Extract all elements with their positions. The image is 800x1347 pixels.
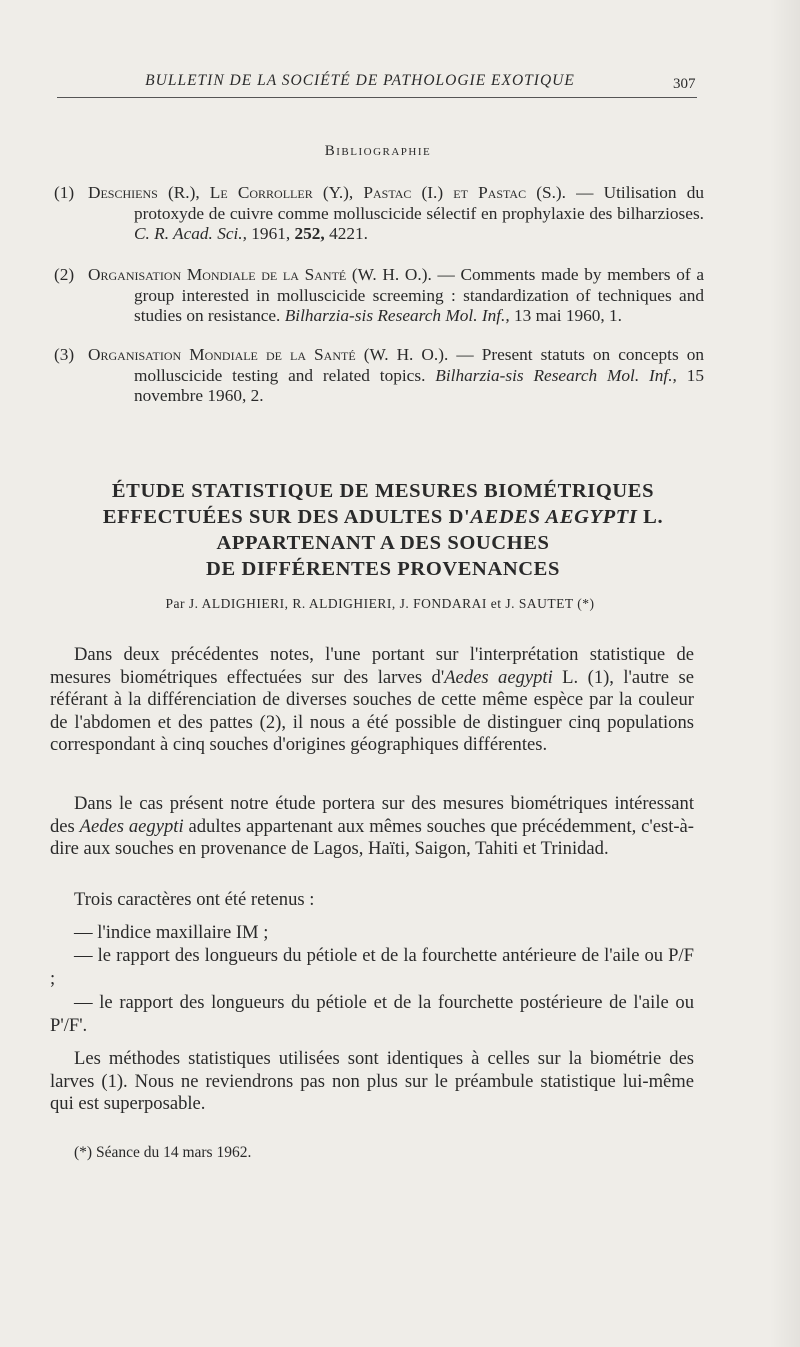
byline-authors: J. ALDIGHIERI, R. ALDIGHIERI, J. FONDARAI et J. SAUTET <box>188 596 574 611</box>
bibliography-heading: Bibliographie <box>324 143 432 159</box>
paragraph-1: Dans deux précédentes notes, l'une portant sur l'interprétation statistique de mesures biométriques effectuées sur des larves d'Aedes aegypti L. (1), l'autre se référant à la différenciation de diverses souches de cette même espèce par la couleur de l'abdomen et des pattes (2), il nous a été possible de distinguer cinq populations correspondant à cinq souches d'origines géographiques différentes. <box>50 644 694 756</box>
ref-number: (1) <box>54 183 75 202</box>
criterion-3: — le rapport des longueurs du pétiole et de la fourchette postérieure de l'aile ou P'/F'. <box>50 992 694 1036</box>
footnote: (*) Séance du 14 mars 1962. <box>74 1144 252 1161</box>
header-rule <box>57 97 697 98</box>
ref-text: Organisation Mondiale de la Santé (W. H. O.). — Present statuts on concepts on molluscicide testing and related topics. Bilharzia-sis Research Mol. Inf., 15 novembre 1960, 2. <box>88 345 705 405</box>
ref-journal: Bilharzia-sis Research Mol. Inf., <box>284 306 510 325</box>
ref-number: (3) <box>54 345 75 364</box>
page-number: 307 <box>673 76 696 92</box>
ref-details: 15 novembre 1960, 2. <box>134 365 705 405</box>
ref-details: 13 mai 1960, 1. <box>514 306 622 325</box>
ref-title: Comments made by members of a group interested in molluscicide screeming : standardization of techniques and studies on resistance. <box>134 265 705 325</box>
ref-journal: Bilharzia-sis Research Mol. Inf., <box>435 365 677 385</box>
ref-authors: Organisation Mondiale de la Santé (W. H. O.). <box>88 345 449 364</box>
ref-text: Deschiens (R.), Le Corroller (Y.), Pastac (I.) et Pastac (S.). — Utilisation du protoxyde de cuivre comme molluscicide sélectif en prophylaxie des bilharzioses. C. R. Acad. Sci., 1961, 252, 4221. <box>88 183 705 243</box>
title-line-3: APPARTENANT A DES SOUCHES <box>216 532 550 554</box>
bibliography-ref-1 <box>54 183 704 245</box>
ref-volume: 252, <box>294 224 325 243</box>
title-line-1: ÉTUDE STATISTIQUE DE MESURES BIOMÉTRIQUES <box>111 480 655 502</box>
criteria-intro: Trois caractères ont été retenus : <box>74 889 315 910</box>
bibliography-ref-2 <box>54 265 704 327</box>
ref-title: Present statuts on concepts on molluscicide testing and related topics. <box>134 345 705 385</box>
running-header: BULLETIN DE LA SOCIÉTÉ DE PATHOLOGIE EXOTIQUE <box>145 72 575 89</box>
page-edge-shadow <box>770 0 800 1347</box>
criterion-2: — le rapport des longueurs du pétiole et de la fourchette antérieure de l'aile ou P/F ; <box>50 945 694 989</box>
ref-journal: C. R. Acad. Sci., <box>134 224 247 243</box>
ref-number: (2) <box>54 265 75 284</box>
paragraph-3: Les méthodes statistiques utilisées sont identiques à celles sur la biométrie des larves (1). Nous ne reviendrons pas non plus sur le préambule statistique lui-même qui est superposable. <box>50 1048 694 1115</box>
article-title <box>48 478 718 582</box>
footnote-marker: (*) <box>577 596 595 611</box>
ref-year: 1961, <box>251 224 291 243</box>
byline <box>0 596 760 612</box>
ref-title: Utilisation du protoxyde de cuivre comme molluscicide sélectif en prophylaxie des bilharzioses. <box>134 183 705 223</box>
title-line-4: DE DIFFÉRENTES PROVENANCES <box>206 558 560 580</box>
bibliography-ref-3 <box>54 345 704 407</box>
title-line-2: EFFECTUÉES SUR DES ADULTES D'AEDES AEGYPTI L. <box>102 506 664 528</box>
paragraph-2: Dans le cas présent notre étude portera sur des mesures biométriques intéressant des Aedes aegypti adultes appartenant aux mêmes souches que précédemment, c'est-à-dire aux souches en provenance de Lagos, Haïti, Saigon, Tahiti et Trinidad. <box>50 793 694 860</box>
ref-page: 4221. <box>329 224 368 243</box>
ref-authors: Organisation Mondiale de la Santé (W. H. O.). <box>88 265 432 284</box>
ref-text: Organisation Mondiale de la Santé (W. H. O.). — Comments made by members of a group interested in molluscicide screeming : standardization of techniques and studies on resistance. Bilharzia-sis Research Mol. Inf., 13 mai 1960, 1. <box>88 265 705 325</box>
criterion-1: — l'indice maxillaire IM ; <box>74 922 269 943</box>
byline-prefix: Par <box>165 596 185 611</box>
ref-authors: Deschiens (R.), Le Corroller (Y.), Pastac (I.) et Pastac (S.). <box>88 183 567 202</box>
